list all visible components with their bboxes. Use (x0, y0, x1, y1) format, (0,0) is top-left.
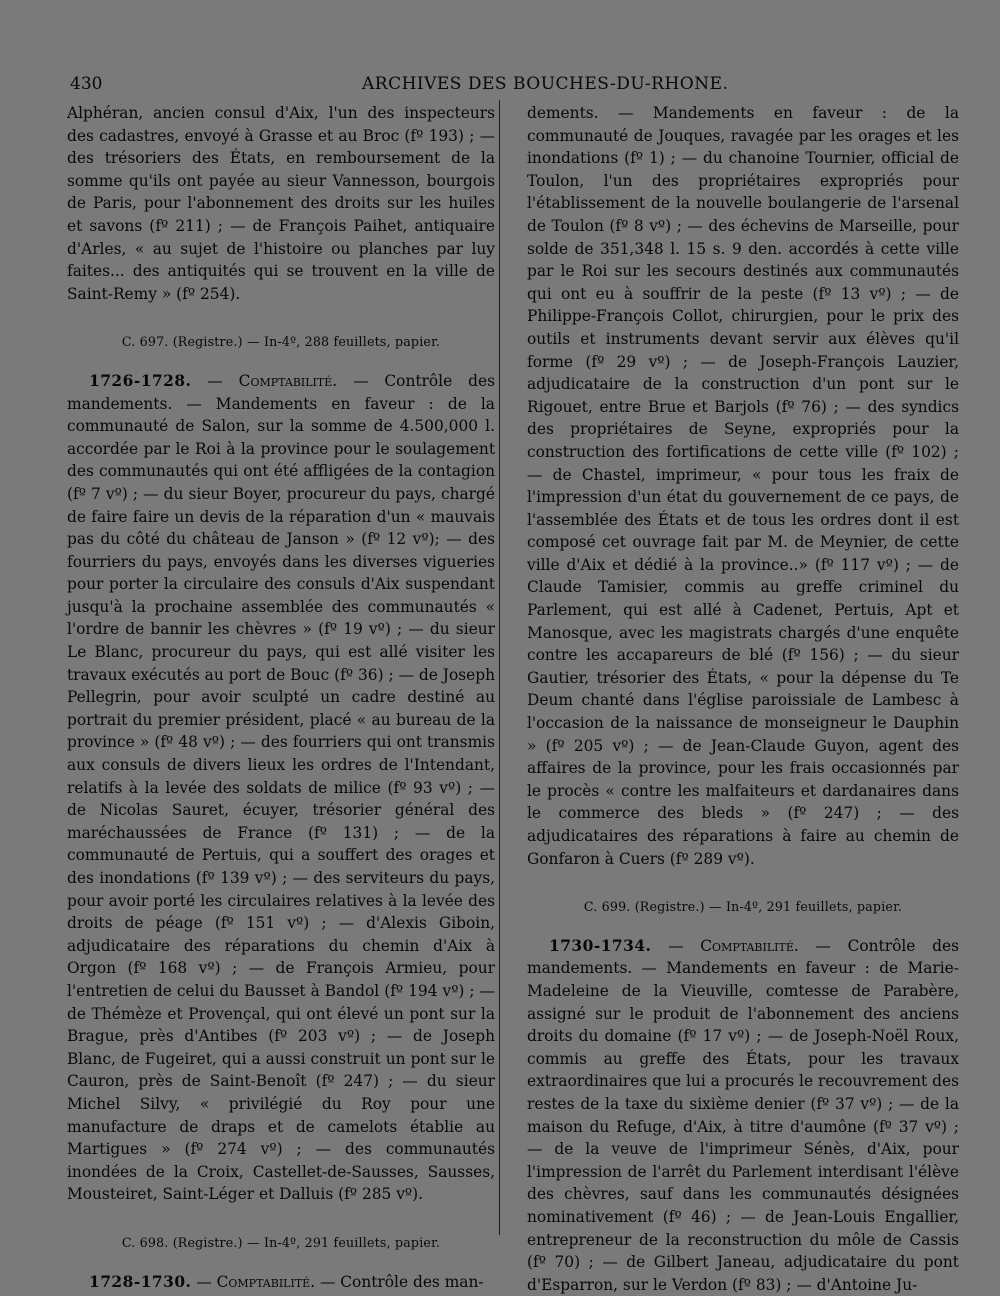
continuation-paragraph: Alphéran, ancien consul d'Aix, l'un des inspecteurs des cadastres, envoyé à Grasse et au Broc (fº 193) ; — des trésoriers des États, en remboursement de la somme qu'ils ont payée au sieur Vannesson, bourgois de Paris, pour l'abonnement des droits sur les huiles et savons (fº 211) ; — de François Paihet, antiquaire d'Arles, « au sujet de l'histoire ou planches par luy faites... des antiquités qui se trouvent en la ville de Saint-Remy » (fº 254). (67, 104, 495, 303)
left-column (67, 102, 495, 1293)
register-reference: C. 697. (Registre.) — In-4º, 288 feuillets, papier. (121, 334, 441, 350)
page-number: 430 (70, 74, 103, 94)
right-column (527, 102, 959, 1296)
entry-text: — Contrôle des mandements. — Mandements en faveur : de Marie-Madeleine de la Vieuville, comtesse de Parabère, assigné sur le produit de l'abonnement des anciens droits du domaine (fº 17 vº) ; — de Joseph-Noël Roux, commis au greffe des États, pour les travaux extraordinaires que lui a procurés le recouvrement des restes de la taxe du sixième denier (fº 37 vº) ; — de la maison du Refuge, d'Aix, à titre d'aumône (fº 37 vº) ; — de la veuve de l'imprimeur Sénès, d'Aix, pour l'impression de l'arrêt du Parlement interdisant l'élève des chèvres, sauf dans les communautés désignées nominativement (fº 46) ; — de Jean-Louis Engallier, entrepreneur de la reconstruction du môle de Cassis (fº 70) ; — de Gilbert Janeau, adjudicataire du pont d'Esparron, sur le Verdon (fº 83) ; — d'Antoine Ju- (527, 936, 959, 1294)
entry-text: — Contrôle des man- (320, 1272, 484, 1291)
continuation-paragraph: dements. — Mandements en faveur : de la communauté de Jouques, ravagée par les orages et les inondations (fº 1) ; — du chanoine Tournier, official de Toulon, l'un des propriétaires expropriés pour l'établissement de la nouvelle boulangerie de l'arsenal de Toulon (fº 8 vº) ; — des échevins de Marseille, pour solde de 351,348 l. 15 s. 9 den. accordés à cette ville par le Roi sur les secours destinés aux communautés qui ont eu à souffrir de la peste (fº 13 vº) ; — de Philippe-François Collot, chirurgien, pour le prix des outils et instruments devant servir aux élèves qu'il forme (fº 29 vº) ; — de Joseph-François Lauzier, adjudicataire de la construction d'un pont sur le Rigouet, entre Brue et Barjols (fº 76) ; — des syndics des propriétaires de Seyne, expropriés pour la construction des fortifications de cette ville (fº 102) ; — de Chastel, imprimeur, « pour tous les fraix de l'impression d'un état du gouvernement de ce pays, de l'assemblée des États et de tous les ordres dont il est composé cet ouvrage fait par M. de Meynier, de cette ville d'Aix et dédié à la province..» (fº 117 vº) ; — de Claude Tamisier, commis au greffe criminel du Parlement, qui est allé à Cadenet, Pertuis, Apt et Manosque, avec les magistrats chargés d'une enquête contre les accapareurs de blé (fº 156) ; — du sieur Gautier, trésorier des États, « pour la dépense du Te Deum chanté dans l'église paroissiale de Lambesc à l'occasion de la naissance de monseigneur le Dauphin » (fº 205 vº) ; — de Jean-Claude Guyon, agent des affaires de la province, pour les frais occasionnés par le procès « contre les malfaiteurs et dardanaires dans le commerce des bleds » (fº 247) ; — des adjudicataires des réparations à faire au chemin de Gonfaron à Cuers (fº 289 vº). (527, 104, 959, 868)
entry-text: — Contrôle des mandements. — Mandements en faveur : de la communauté de Salon, sur la somme de 4.500,000 l. accordée par le Roi à la province pour le soulagement des communautés qui ont été affligées de la contagion (fº 7 vº) ; — du sieur Boyer, procureur du pays, chargé de faire faire un devis de la réparation d'un « mauvais pas du côté du château de Janson » (fº 12 vº); — des fourriers du pays, envoyés dans les diverses vigueries pour porter la circulaire des consuls d'Aix suspendant jusqu'à la prochaine assemblée des communautés « l'ordre de bannir les chèvres » (fº 19 vº) ; — du sieur Le Blanc, procureur du pays, qui est allé visiter les travaux exécutés au port de Bouc (fº 36) ; — de Joseph Pellegrin, pour avoir sculpté un cadre destiné au portrait du premier président, placé « au bureau de la province » (fº 48 vº) ; — des fourriers qui ont transmis aux consuls de divers lieux les ordres de l'Intendant, relatifs à la levée des soldats de milice (fº 93 vº) ; — de Nicolas Sauret, écuyer, trésorier général des maréchaussées de France (fº 131) ; — de la communauté de Pertuis, qui a souffert des orages et des inondations (fº 139 vº) ; — des serviteurs du pays, pour avoir porté les circulaires relatives à la levée des droits de péage (fº 151 vº) ; — d'Alexis Giboin, adjudicataire des réparations du chemin d'Aix à Orgon (fº 168 vº) ; — de François Armieu, pour l'entretien de celui du Bausset à Bandol (fº 194 vº) ; — de Thémèze et Provençal, qui ont élevé un pont sur la Brague, près d'Antibes (fº 203 vº) ; — de Joseph Blanc, de Fugeiret, qui a aussi construit un pont sur le Cauron, près de Saint-Benoît (fº 247) ; — du sieur Michel Silvy, « privilégié du Roy pour une manufacture de draps et de camelots établie au Martigues » (fº 274 vº) ; — des communautés inondées de la Croix, Castellet-de-Sausses, Sausses, Mousteiret, Saint-Léger et Dalluis (fº 285 vº). (67, 371, 495, 1204)
entry-heading: — Comptabilité. (207, 371, 338, 390)
register-reference: C. 699. (Registre.) — In-4º, 291 feuillets, papier. (583, 899, 903, 915)
entry-date: 1726-1728. (89, 371, 192, 390)
entry-date: 1730-1734. (549, 936, 652, 955)
page-header (70, 74, 955, 98)
entry-date: 1728-1730. (89, 1272, 192, 1291)
entry-paragraph (67, 1271, 495, 1294)
entry-paragraph (67, 370, 495, 1206)
entry-heading: — Comptabilité. (668, 936, 799, 955)
entry-heading: — Comptabilité. (196, 1272, 316, 1291)
running-title: ARCHIVES DES BOUCHES-DU-RHONE. (362, 74, 729, 94)
column-divider (499, 100, 500, 1235)
entry-paragraph (527, 935, 959, 1296)
register-reference: C. 698. (Registre.) — In-4º, 291 feuillets, papier. (121, 1234, 441, 1250)
